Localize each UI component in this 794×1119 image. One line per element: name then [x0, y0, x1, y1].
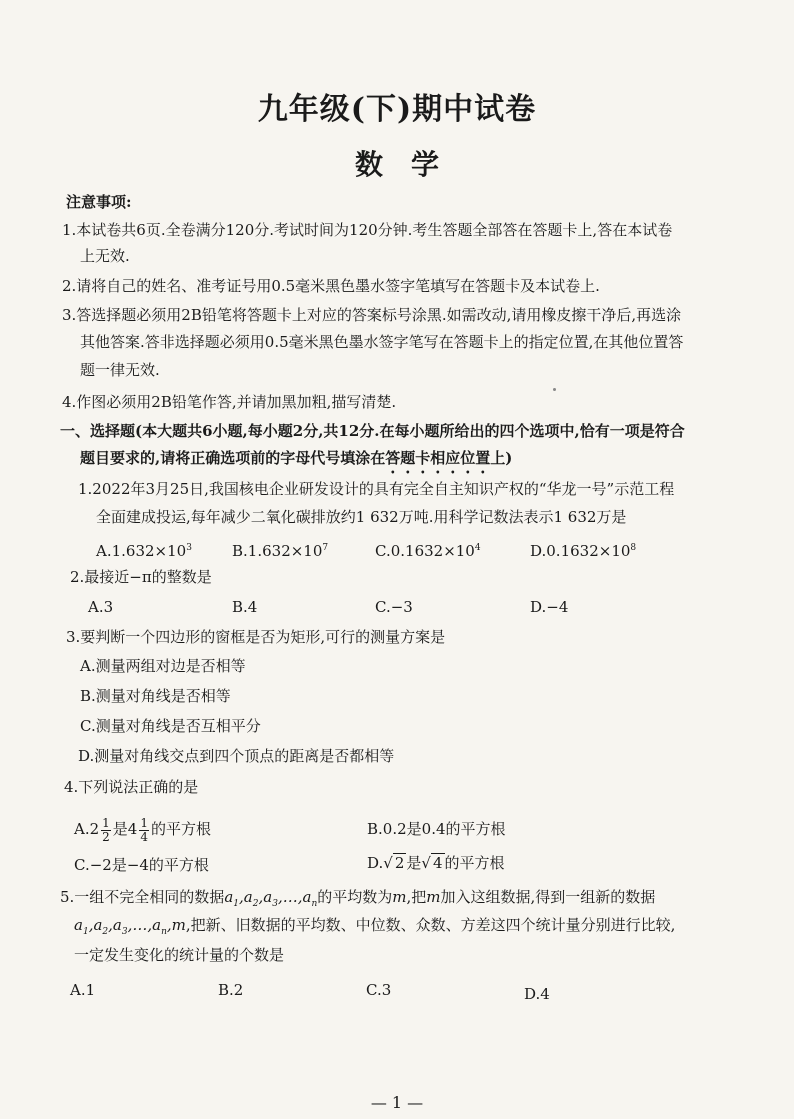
denominator: 2: [102, 829, 110, 844]
option-text: C.0.1632×10: [375, 542, 475, 560]
question-4-stem: 4.下列说法正确的是: [64, 778, 199, 796]
question-4-option-d: [367, 853, 505, 873]
denominator: 4: [140, 829, 148, 844]
notes-heading: 注意事项:: [66, 193, 132, 211]
exponent: 7: [322, 543, 329, 553]
variable-list-new: $a_1,a_2,a_3,\dots,a_n,m$: [74, 916, 186, 937]
option-text: 是: [406, 854, 422, 872]
option-text: B.1.632×10: [232, 542, 323, 560]
stem-text: 5.一组不完全相同的数据: [60, 888, 225, 906]
question-5-option-d: D.4: [524, 985, 550, 1003]
variable-m: m: [426, 888, 441, 906]
fraction-one-quarter: [139, 817, 149, 844]
option-text: 的平方根: [150, 820, 211, 838]
sqrt-4: √ 4: [421, 854, 443, 872]
stem-text: ,把新、旧数据的平均数、中位数、众数、方差这四个统计量分别进行比较,: [185, 916, 676, 934]
stem-text: 加入这组数据,得到一组新的数据: [440, 888, 656, 906]
option-text: D.: [367, 854, 384, 872]
section-1-instruction-end: 上): [490, 449, 513, 467]
question-2-option-b: B.4: [232, 598, 258, 616]
question-1-option-d: [530, 538, 636, 561]
numerator: 1: [102, 815, 110, 830]
exponent: 8: [630, 543, 637, 553]
variable: a: [224, 888, 234, 906]
variable-list: $a_1,a_2,a_3,\dots,a_n$: [224, 888, 318, 909]
option-text: 的平方根: [444, 854, 505, 872]
section-1-heading: 一、选择题(本大题共6小题,每小题2分,共12分.在每小题所给出的四个选项中,恰有一项是符合: [60, 422, 685, 440]
question-2-option-c: C.−3: [375, 598, 413, 616]
scan-speck: [553, 388, 556, 391]
question-5-option-b: B.2: [218, 981, 244, 999]
radicand: 4: [432, 854, 443, 872]
question-3-option-d: D.测量对角线交点到四个顶点的距离是否都相等: [78, 747, 395, 765]
note-3-line-3: 题一律无效.: [80, 361, 160, 379]
question-1-option-a: [96, 538, 192, 561]
question-1-option-c: [375, 538, 481, 561]
radicand: 2: [394, 854, 405, 872]
option-text: 是4: [112, 820, 138, 838]
question-5-stem-line-2: [74, 915, 675, 942]
section-1-heading-line-2: [80, 448, 512, 477]
question-5-stem-line-3: 一定发生变化的统计量的个数是: [74, 946, 285, 964]
note-1-line-2: 上无效.: [80, 247, 130, 265]
answer-card-location: 答题卡相应位置: [385, 449, 491, 467]
note-3-line-1: 3.答选择题必须用2B铅笔将答题卡上对应的答案标号涂黑.如需改动,请用橡皮擦干净后,再选涂: [62, 306, 682, 324]
question-3-option-c: C.测量对角线是否互相平分: [80, 717, 261, 735]
question-4-option-a: [74, 815, 211, 844]
note-1-line-1: 1.本试卷共6页.全卷满分120分.考试时间为120分钟.考生答题全部答在答题卡上,答在本试卷: [62, 221, 673, 239]
variable-m: m: [392, 888, 407, 906]
note-2: 2.请将自己的姓名、准考证号用0.5毫米黑色墨水签字笔填写在答题卡及本试卷上.: [62, 277, 600, 295]
question-1-stem-line-2: 全面建成投运,每年减少二氧化碳排放约1 632万吨.用科学记数法表示1 632万是: [96, 508, 627, 526]
exam-title: 九年级(下)期中试卷: [257, 92, 537, 127]
page-number: — 1 —: [370, 1093, 424, 1112]
question-2-option-d: D.−4: [530, 598, 569, 616]
question-2-stem: 2.最接近−π的整数是: [70, 568, 212, 586]
question-5-stem-line-1: [60, 887, 655, 914]
option-text: D.0.1632×10: [530, 542, 631, 560]
stem-text: 的平均数为: [317, 888, 393, 906]
exponent: 4: [474, 543, 481, 553]
question-4-option-c: C.−2是−4的平方根: [74, 856, 209, 874]
question-1-stem-line-1: 1.2022年3月25日,我国核电企业研发设计的具有完全自主知识产权的“华龙一号”示范工程: [78, 480, 675, 498]
question-5-option-a: A.1: [70, 981, 96, 999]
question-2-option-a: A.3: [88, 598, 114, 616]
section-1-instruction: 题目要求的,请将正确选项前的字母代号填涂在: [80, 449, 386, 467]
option-text: A.1.632×10: [96, 542, 187, 560]
option-text: A.2: [74, 820, 100, 838]
stem-text: ,把: [406, 888, 427, 906]
exponent: 3: [186, 543, 192, 553]
question-1-option-b: [232, 538, 328, 561]
subject-title: 数学: [354, 148, 467, 181]
note-3-line-2: 其他答案.答非选择题必须用0.5毫米黑色墨水签字笔写在答题卡上的指定位置,在其他位置答: [80, 333, 684, 351]
numerator: 1: [140, 815, 148, 830]
question-4-option-b: B.0.2是0.4的平方根: [367, 820, 506, 838]
question-3-option-b: B.测量对角线是否相等: [80, 687, 231, 705]
question-3-stem: 3.要判断一个四边形的窗框是否为矩形,可行的测量方案是: [66, 628, 446, 646]
fraction-one-half: [101, 817, 111, 844]
note-4: 4.作图必须用2B铅笔作答,并请加黑加粗,描写清楚.: [62, 393, 397, 411]
sqrt-2: √ 2: [383, 854, 405, 872]
question-5-option-c: C.3: [366, 981, 392, 999]
question-3-option-a: A.测量两组对边是否相等: [80, 657, 246, 675]
